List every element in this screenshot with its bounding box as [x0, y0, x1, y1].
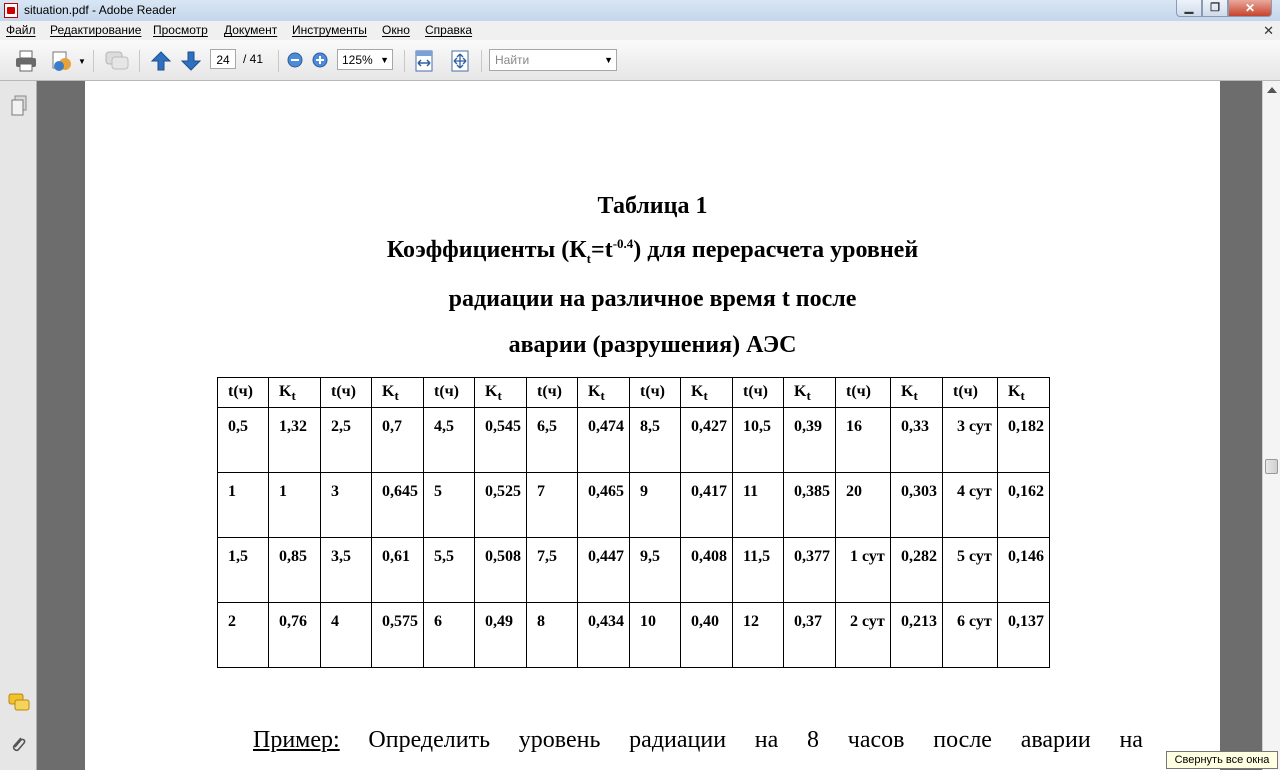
page-number-input[interactable]: 24	[210, 49, 236, 69]
comments-icon[interactable]	[8, 693, 30, 713]
coefficient-cell: 0,385	[784, 473, 836, 538]
coefficient-cell: 0,49	[475, 603, 527, 668]
time-cell: 6	[424, 603, 475, 668]
example-word: часов	[847, 727, 905, 753]
tooltip: Свернуть все окна	[1166, 751, 1278, 769]
time-cell: 16	[836, 408, 891, 473]
minimize-icon: ▁	[1184, 2, 1194, 14]
coefficient-cell: 0,33	[891, 408, 943, 473]
coefficient-cell: 0,85	[269, 538, 321, 603]
menu-help[interactable]: Справка	[425, 23, 473, 37]
header-k-subscript: t	[394, 388, 399, 404]
restore-button[interactable]	[1202, 0, 1228, 17]
coefficient-cell: 0,40	[681, 603, 733, 668]
header-coefficient	[372, 378, 424, 408]
time-cell: 11	[733, 473, 784, 538]
header-k-text: K	[794, 383, 807, 400]
toolbar-separator	[93, 50, 94, 72]
example-word: после	[933, 727, 992, 753]
time-cell: 3,5	[321, 538, 372, 603]
menu-file[interactable]: Файл	[6, 23, 36, 37]
toolbar-separator	[481, 50, 482, 72]
collaborate-icon[interactable]	[50, 49, 74, 73]
time-cell: 3	[321, 473, 372, 538]
zoom-select[interactable]	[337, 49, 393, 70]
next-page-icon[interactable]	[180, 50, 202, 72]
example-paragraph	[253, 727, 1143, 754]
time-cell: 6 сут	[943, 603, 998, 668]
time-cell: 4,5	[424, 408, 475, 473]
header-coefficient	[475, 378, 527, 408]
menu-view[interactable]: Просмотр	[153, 23, 208, 37]
time-cell: 4	[321, 603, 372, 668]
time-cell: 3 сут	[943, 408, 998, 473]
time-cell: 9	[630, 473, 681, 538]
example-word: 8	[807, 727, 820, 753]
coefficient-cell: 0,447	[578, 538, 630, 603]
time-cell: 11,5	[733, 538, 784, 603]
coefficient-cell: 0,162	[998, 473, 1050, 538]
print-icon[interactable]	[14, 49, 38, 73]
zoom-value: 125%	[342, 53, 373, 67]
example-word: уровень	[518, 727, 601, 753]
time-cell: 2,5	[321, 408, 372, 473]
time-cell: 10,5	[733, 408, 784, 473]
coefficient-cell: 0,508	[475, 538, 527, 603]
chevron-down-icon[interactable]: ▼	[78, 57, 86, 66]
title-text: ) для перерасчета уровней	[633, 237, 919, 263]
coefficient-cell: 0,146	[998, 538, 1050, 603]
example-word: на	[754, 727, 779, 753]
example-word: Определить	[368, 727, 491, 753]
header-k-text: K	[382, 383, 395, 400]
time-cell: 2 сут	[836, 603, 891, 668]
restore-icon: ❐	[1210, 2, 1220, 14]
attachments-icon[interactable]	[9, 734, 27, 756]
toolbar	[0, 40, 1280, 81]
header-k-text: K	[588, 383, 601, 400]
page-total-label: / 41	[243, 52, 264, 66]
close-document-icon[interactable]: ✕	[1263, 23, 1274, 38]
header-time: t(ч)	[733, 378, 784, 408]
pages-icon[interactable]	[10, 95, 28, 117]
header-k-text: K	[279, 383, 292, 400]
header-k-text: K	[901, 383, 914, 400]
title-text: =t	[591, 237, 613, 263]
coefficient-cell: 0,76	[269, 603, 321, 668]
document-page	[85, 81, 1220, 770]
header-time: t(ч)	[424, 378, 475, 408]
header-coefficient	[578, 378, 630, 408]
coefficient-cell: 0,434	[578, 603, 630, 668]
coefficients-table	[217, 377, 1050, 668]
header-coefficient	[891, 378, 943, 408]
zoom-out-icon[interactable]	[287, 52, 303, 68]
time-cell: 8,5	[630, 408, 681, 473]
coefficient-cell: 0,575	[372, 603, 424, 668]
example-word: радиации	[629, 727, 727, 753]
close-window-button[interactable]	[1228, 0, 1272, 17]
menu-tools[interactable]: Инструменты	[292, 23, 367, 37]
zoom-in-icon[interactable]	[312, 52, 328, 68]
coefficient-cell: 0,408	[681, 538, 733, 603]
time-cell: 20	[836, 473, 891, 538]
menu-bar	[0, 21, 1280, 40]
title-bar	[0, 0, 1280, 22]
pdf-file-icon	[4, 3, 18, 18]
scroll-up-icon[interactable]	[1267, 87, 1277, 93]
table-header-row	[218, 378, 1050, 408]
coefficient-cell: 0,39	[784, 408, 836, 473]
table-row	[218, 603, 1050, 668]
time-cell: 4 сут	[943, 473, 998, 538]
coefficient-cell: 0,282	[891, 538, 943, 603]
time-cell: 0,5	[218, 408, 269, 473]
coefficient-cell: 0,525	[475, 473, 527, 538]
example-word: аварии	[1020, 727, 1091, 753]
chevron-down-icon[interactable]: ▼	[380, 55, 389, 65]
time-cell: 5,5	[424, 538, 475, 603]
coefficient-cell: 0,7	[372, 408, 424, 473]
window-controls	[1176, 0, 1272, 18]
coefficient-cell: 0,545	[475, 408, 527, 473]
minimize-button[interactable]	[1176, 0, 1202, 17]
title-subscript: t	[586, 250, 592, 266]
header-time: t(ч)	[321, 378, 372, 408]
window-title: situation.pdf - Adobe Reader	[24, 3, 177, 17]
menu-document[interactable]: Документ	[224, 23, 278, 37]
fit-width-icon[interactable]	[414, 49, 434, 73]
toolbar-separator	[278, 50, 279, 72]
time-cell: 1,5	[218, 538, 269, 603]
time-cell: 12	[733, 603, 784, 668]
table-caption: Таблица 1	[597, 193, 708, 219]
header-k-subscript: t	[1020, 388, 1025, 404]
time-cell: 1	[218, 473, 269, 538]
coefficient-cell: 1	[269, 473, 321, 538]
header-k-subscript: t	[291, 388, 296, 404]
time-cell: 5 сут	[943, 538, 998, 603]
header-coefficient	[784, 378, 836, 408]
header-k-subscript: t	[497, 388, 502, 404]
header-coefficient	[681, 378, 733, 408]
coefficient-cell: 0,303	[891, 473, 943, 538]
header-time: t(ч)	[943, 378, 998, 408]
menu-edit[interactable]: Редактирование	[50, 23, 142, 37]
header-k-text: K	[1008, 383, 1021, 400]
title-superscript: -0.4	[612, 236, 634, 251]
scrollbar-thumb[interactable]	[1265, 459, 1278, 474]
coefficient-cell: 0,427	[681, 408, 733, 473]
toolbar-separator	[139, 50, 140, 72]
title-text: Коэффициенты (К	[386, 237, 587, 263]
time-cell: 10	[630, 603, 681, 668]
coefficient-cell: 0,417	[681, 473, 733, 538]
example-label: Пример:	[253, 727, 340, 753]
close-icon: ✕	[1244, 1, 1256, 15]
previous-page-icon[interactable]	[150, 50, 172, 72]
find-input[interactable]	[489, 49, 617, 71]
header-time: t(ч)	[836, 378, 891, 408]
coefficient-cell: 1,32	[269, 408, 321, 473]
fit-page-icon[interactable]	[450, 49, 470, 73]
table-title-line	[85, 237, 1220, 264]
coefficient-cell: 0,137	[998, 603, 1050, 668]
menu-window[interactable]: Окно	[382, 23, 410, 37]
header-k-subscript: t	[600, 388, 605, 404]
coefficient-cell: 0,37	[784, 603, 836, 668]
example-word: на	[1119, 727, 1143, 753]
time-cell: 7	[527, 473, 578, 538]
header-time: t(ч)	[218, 378, 269, 408]
navigation-pane	[0, 81, 37, 770]
header-k-text: K	[691, 383, 704, 400]
time-cell: 1 сут	[836, 538, 891, 603]
coefficient-cell: 0,182	[998, 408, 1050, 473]
comment-icon	[104, 49, 130, 73]
header-k-subscript: t	[913, 388, 918, 404]
coefficient-cell: 0,645	[372, 473, 424, 538]
time-cell: 5	[424, 473, 475, 538]
vertical-scrollbar[interactable]	[1262, 81, 1280, 770]
coefficient-cell: 0,474	[578, 408, 630, 473]
time-cell: 9,5	[630, 538, 681, 603]
header-coefficient	[998, 378, 1050, 408]
header-k-subscript: t	[806, 388, 811, 404]
header-k-subscript: t	[703, 388, 708, 404]
table-row	[218, 408, 1050, 473]
time-cell: 2	[218, 603, 269, 668]
table-row	[218, 473, 1050, 538]
table-title-line: радиации на различное время t после	[448, 286, 857, 312]
time-cell: 6,5	[527, 408, 578, 473]
time-cell: 8	[527, 603, 578, 668]
header-coefficient	[269, 378, 321, 408]
time-cell: 7,5	[527, 538, 578, 603]
coefficient-cell: 0,213	[891, 603, 943, 668]
coefficient-cell: 0,377	[784, 538, 836, 603]
header-time: t(ч)	[527, 378, 578, 408]
header-k-text: K	[485, 383, 498, 400]
coefficient-cell: 0,61	[372, 538, 424, 603]
header-time: t(ч)	[630, 378, 681, 408]
chevron-down-icon[interactable]: ▼	[604, 55, 613, 65]
table-row	[218, 538, 1050, 603]
find-placeholder: Найти	[495, 53, 530, 67]
table-title-line: аварии (разрушения) АЭС	[508, 332, 797, 358]
coefficient-cell: 0,465	[578, 473, 630, 538]
toolbar-separator	[404, 50, 405, 72]
